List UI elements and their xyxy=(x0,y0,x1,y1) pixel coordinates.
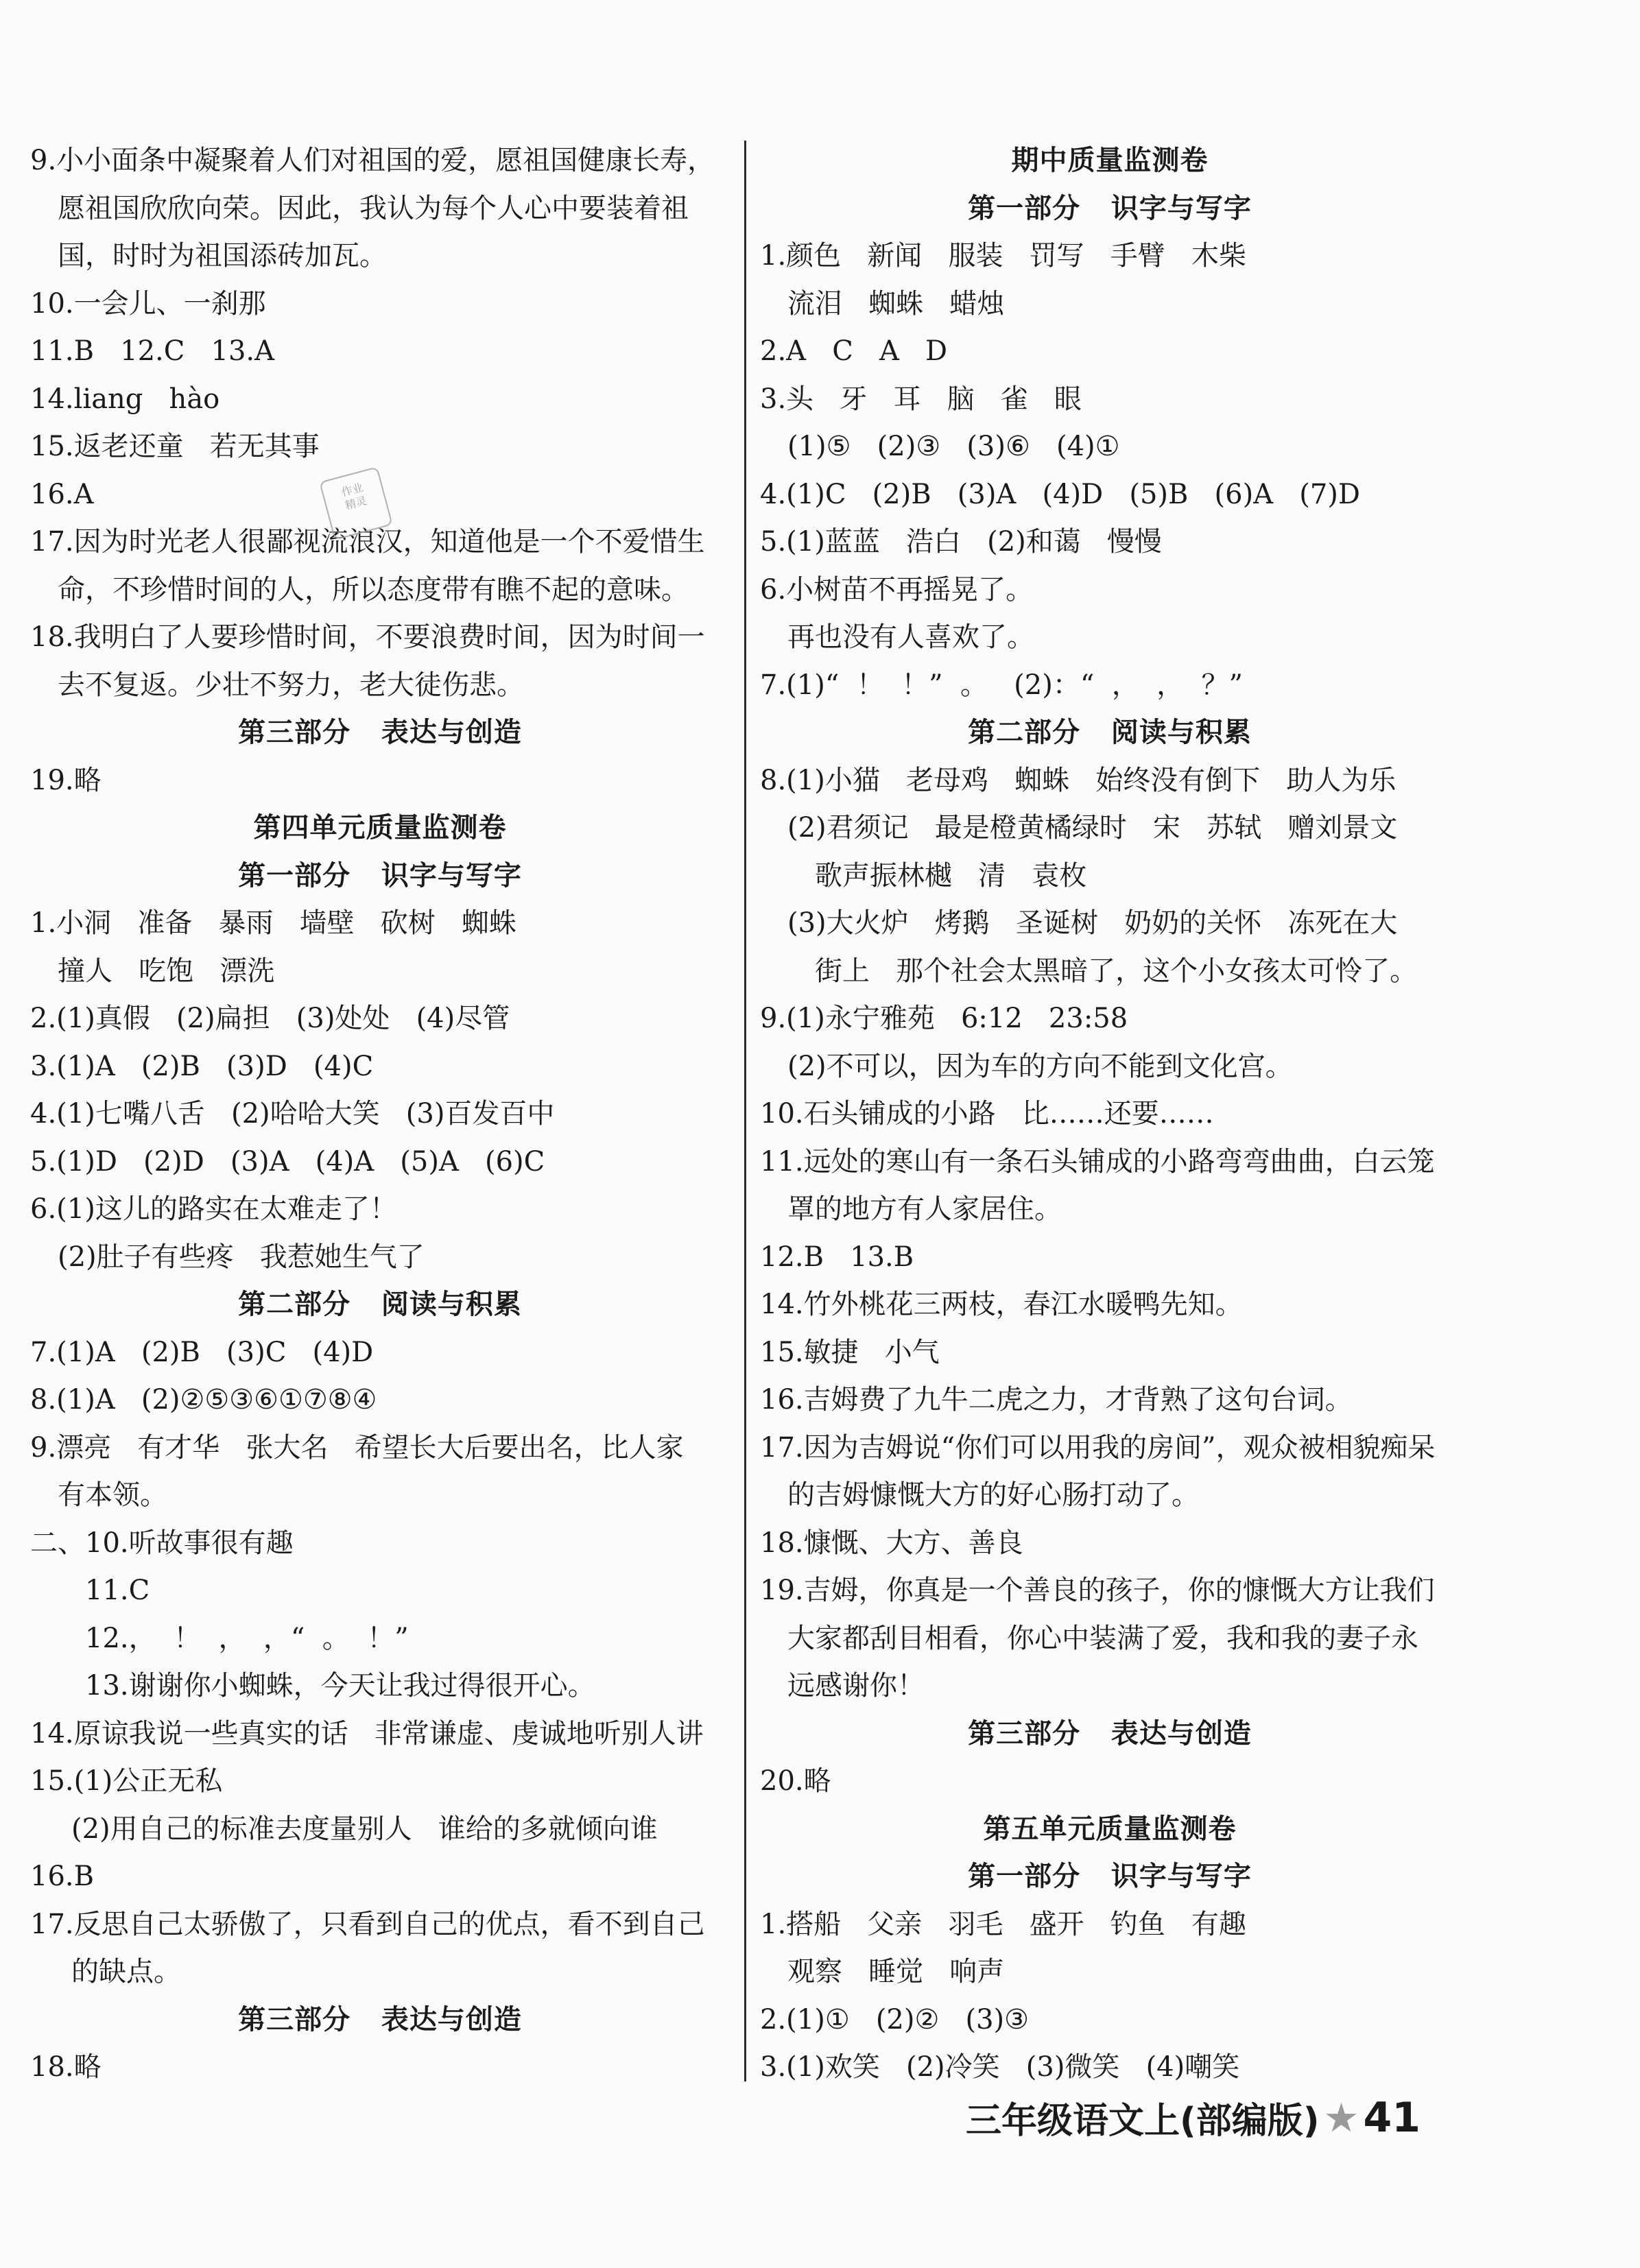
answer-line: 3.头 牙 耳 脑 雀 眼 xyxy=(760,383,1082,415)
answer-line: 的吉姆慷慨大方的好心肠打动了。 xyxy=(787,1479,1199,1511)
section-heading: 第三部分 表达与创造 xyxy=(968,1717,1252,1750)
section-heading: 第四单元质量监测卷 xyxy=(253,812,507,844)
answer-line: 3.(1)A (2)B (3)D (4)C xyxy=(30,1050,374,1082)
answer-line: 去不复返。少壮不努力，老大徒伤悲。 xyxy=(58,669,524,701)
answer-line: 9.漂亮 有才华 张大名 希望长大后要出名，比人家 xyxy=(30,1431,684,1464)
section-heading: 期中质量监测卷 xyxy=(1011,145,1209,176)
answer-line: (2)用自己的标准去度量别人 谁给的多就倾向谁 xyxy=(71,1813,658,1845)
section-heading: 第一部分 识字与写字 xyxy=(968,192,1252,224)
answer-line: 15.(1)公正无私 xyxy=(30,1765,223,1797)
section-heading: 第三部分 表达与创造 xyxy=(238,2003,522,2036)
answer-line: 16.吉姆费了九牛二虎之力，才背熟了这句台词。 xyxy=(760,1384,1353,1416)
section-heading: 第一部分 识字与写字 xyxy=(238,859,522,892)
answer-line: 16.B xyxy=(30,1861,95,1892)
answer-line: 16.A xyxy=(30,478,94,510)
stamp-line-2: 精灵 xyxy=(343,494,368,512)
answer-line: 再也没有人喜欢了。 xyxy=(787,621,1034,653)
answer-line: 的缺点。 xyxy=(71,1956,181,1988)
answer-line: (2)君须记 最是橙黄橘绿时 宋 苏轼 赠刘景文 xyxy=(787,812,1398,844)
answer-line: 6.(1)这儿的路实在太难走了！ xyxy=(30,1193,397,1225)
answer-line: 17.因为吉姆说“你们可以用我的房间”，观众被相貌痴呆 xyxy=(760,1431,1436,1464)
answer-line: 1.颜色 新闻 服装 罚写 手臂 木柴 xyxy=(760,240,1246,272)
answer-line: 7.(1)A (2)B (3)C (4)D xyxy=(30,1336,374,1368)
answer-line: 17.因为时光老人很鄙视流浪汉，知道他是一个不爱惜生 xyxy=(30,526,705,558)
answer-line: 9.小小面条中凝聚着人们对祖国的爱，愿祖国健康长寿， xyxy=(30,145,715,176)
book-title: 三年级语文上(部编版) xyxy=(965,2101,1320,2142)
answer-line: 14.原谅我说一些真实的话 非常谦虚、虔诚地听别人讲 xyxy=(30,1717,704,1750)
answer-line: 12.， ！ ， ，“ 。 ！” xyxy=(85,1622,409,1654)
answer-line: 10.石头铺成的小路 比……还要…… xyxy=(760,1098,1214,1130)
page-footer xyxy=(966,2092,1421,2143)
answer-line: 11.B 12.C 13.A xyxy=(30,335,275,367)
answer-line: (1)⑤ (2)③ (3)⑥ (4)① xyxy=(787,431,1120,462)
right-column xyxy=(760,137,1460,2092)
answer-line: 国，时时为祖国添砖加瓦。 xyxy=(58,240,387,272)
answer-line: 2.(1)① (2)② (3)③ xyxy=(760,2003,1030,2036)
answer-line: 12.B 13.B xyxy=(760,1241,914,1273)
answer-line: 5.(1)蓝蓝 浩白 (2)和蔼 慢慢 xyxy=(760,526,1162,558)
answer-line: 20.略 xyxy=(760,1765,831,1797)
answer-line: 17.反思自己太骄傲了，只看到自己的优点，看不到自己 xyxy=(30,1908,705,1940)
answer-line: 13.谢谢你小蜘蛛，今天让我过得很开心。 xyxy=(85,1670,595,1702)
answer-line: 18.慷慨、大方、善良 xyxy=(760,1527,1023,1559)
answer-line: 命，不珍惜时间的人，所以态度带有瞧不起的意味。 xyxy=(58,573,689,606)
column-divider xyxy=(744,141,746,2081)
answer-line: 7.(1)“ ！ ！” 。 (2)：“ ， ， ？” xyxy=(760,669,1244,701)
answer-line: 14.竹外桃花三两枝，春江水暖鸭先知。 xyxy=(760,1289,1243,1320)
page-number: 41 xyxy=(1363,2093,1421,2142)
answer-line: 撞人 吃饱 漂洗 xyxy=(58,955,275,987)
section-heading: 第三部分 表达与创造 xyxy=(238,717,522,748)
answer-line: 罩的地方有人家居住。 xyxy=(787,1193,1062,1225)
answer-line: 观察 睡觉 响声 xyxy=(787,1956,1005,1988)
section-heading: 第二部分 阅读与积累 xyxy=(238,1289,522,1320)
left-column xyxy=(30,137,730,2092)
answer-line: 5.(1)D (2)D (3)A (4)A (5)A (6)C xyxy=(30,1145,545,1178)
answer-line: 4.(1)七嘴八舌 (2)哈哈大笑 (3)百发百中 xyxy=(30,1098,555,1130)
answer-line: 1.小洞 准备 暴雨 墙壁 砍树 蜘蛛 xyxy=(30,907,516,939)
answer-line: (2)肚子有些疼 我惹她生气了 xyxy=(58,1241,425,1273)
stamp-line-1: 作业 xyxy=(340,480,365,499)
answer-line: 二、10.听故事很有趣 xyxy=(30,1527,294,1559)
answer-line: 19.略 xyxy=(30,764,102,796)
answer-line: 9.(1)永宁雅苑 6:12 23:58 xyxy=(760,1003,1128,1034)
answer-line: 19.吉姆，你真是一个善良的孩子，你的慷慨大方让我们 xyxy=(760,1575,1435,1606)
answer-line: 流泪 蜘蛛 蜡烛 xyxy=(787,287,1005,320)
answer-line: 11.远处的寒山有一条石头铺成的小路弯弯曲曲，白云笼 xyxy=(760,1145,1435,1178)
answer-line: 有本领。 xyxy=(58,1479,167,1511)
answer-line: 10.一会儿、一刹那 xyxy=(30,287,266,320)
answer-line: 18.略 xyxy=(30,2051,102,2083)
answer-line: 1.搭船 父亲 羽毛 盛开 钓鱼 有趣 xyxy=(760,1908,1246,1940)
answer-line: 11.C xyxy=(85,1575,150,1606)
answer-line: 歌声振林樾 清 袁枚 xyxy=(815,859,1087,892)
section-heading: 第一部分 识字与写字 xyxy=(968,1861,1252,1892)
answer-line: 8.(1)小猫 老母鸡 蜘蛛 始终没有倒下 助人为乐 xyxy=(760,764,1397,796)
answer-line: 远感谢你！ xyxy=(787,1670,925,1702)
answer-line: 街上 那个社会太黑暗了，这个小女孩太可怜了。 xyxy=(815,955,1418,987)
answer-line: 4.(1)C (2)B (3)A (4)D (5)B (6)A (7)D xyxy=(760,478,1360,510)
answer-line: 8.(1)A (2)②⑤③⑥①⑦⑧④ xyxy=(30,1384,377,1416)
star-icon: ★ xyxy=(1323,2094,1359,2141)
answer-line: (2)不可以，因为车的方向不能到文化宫。 xyxy=(787,1050,1293,1082)
section-heading: 第二部分 阅读与积累 xyxy=(968,717,1252,748)
answer-line: 大家都刮目相看，你心中装满了爱，我和我的妻子永 xyxy=(787,1622,1418,1654)
answer-line: 3.(1)欢笑 (2)冷笑 (3)微笑 (4)嘲笑 xyxy=(760,2051,1240,2083)
answer-line: 6.小树苗不再摇晃了。 xyxy=(760,573,1034,606)
answer-line: (3)大火炉 烤鹅 圣诞树 奶奶的关怀 冻死在大 xyxy=(787,907,1398,939)
section-heading: 第五单元质量监测卷 xyxy=(983,1813,1237,1845)
answer-line: 18.我明白了人要珍惜时间，不要浪费时间，因为时间一 xyxy=(30,621,705,653)
answer-line: 2.A C A D xyxy=(760,335,948,367)
answer-line: 15.返老还童 若无其事 xyxy=(30,431,320,462)
answer-line: 15.敏捷 小气 xyxy=(760,1336,940,1368)
answer-line: 愿祖国欣欣向荣。因此，我认为每个人心中要装着祖 xyxy=(58,192,689,224)
answer-line: 2.(1)真假 (2)扁担 (3)处处 (4)尽管 xyxy=(30,1003,510,1034)
answer-line: 14.liang hào xyxy=(30,383,220,415)
